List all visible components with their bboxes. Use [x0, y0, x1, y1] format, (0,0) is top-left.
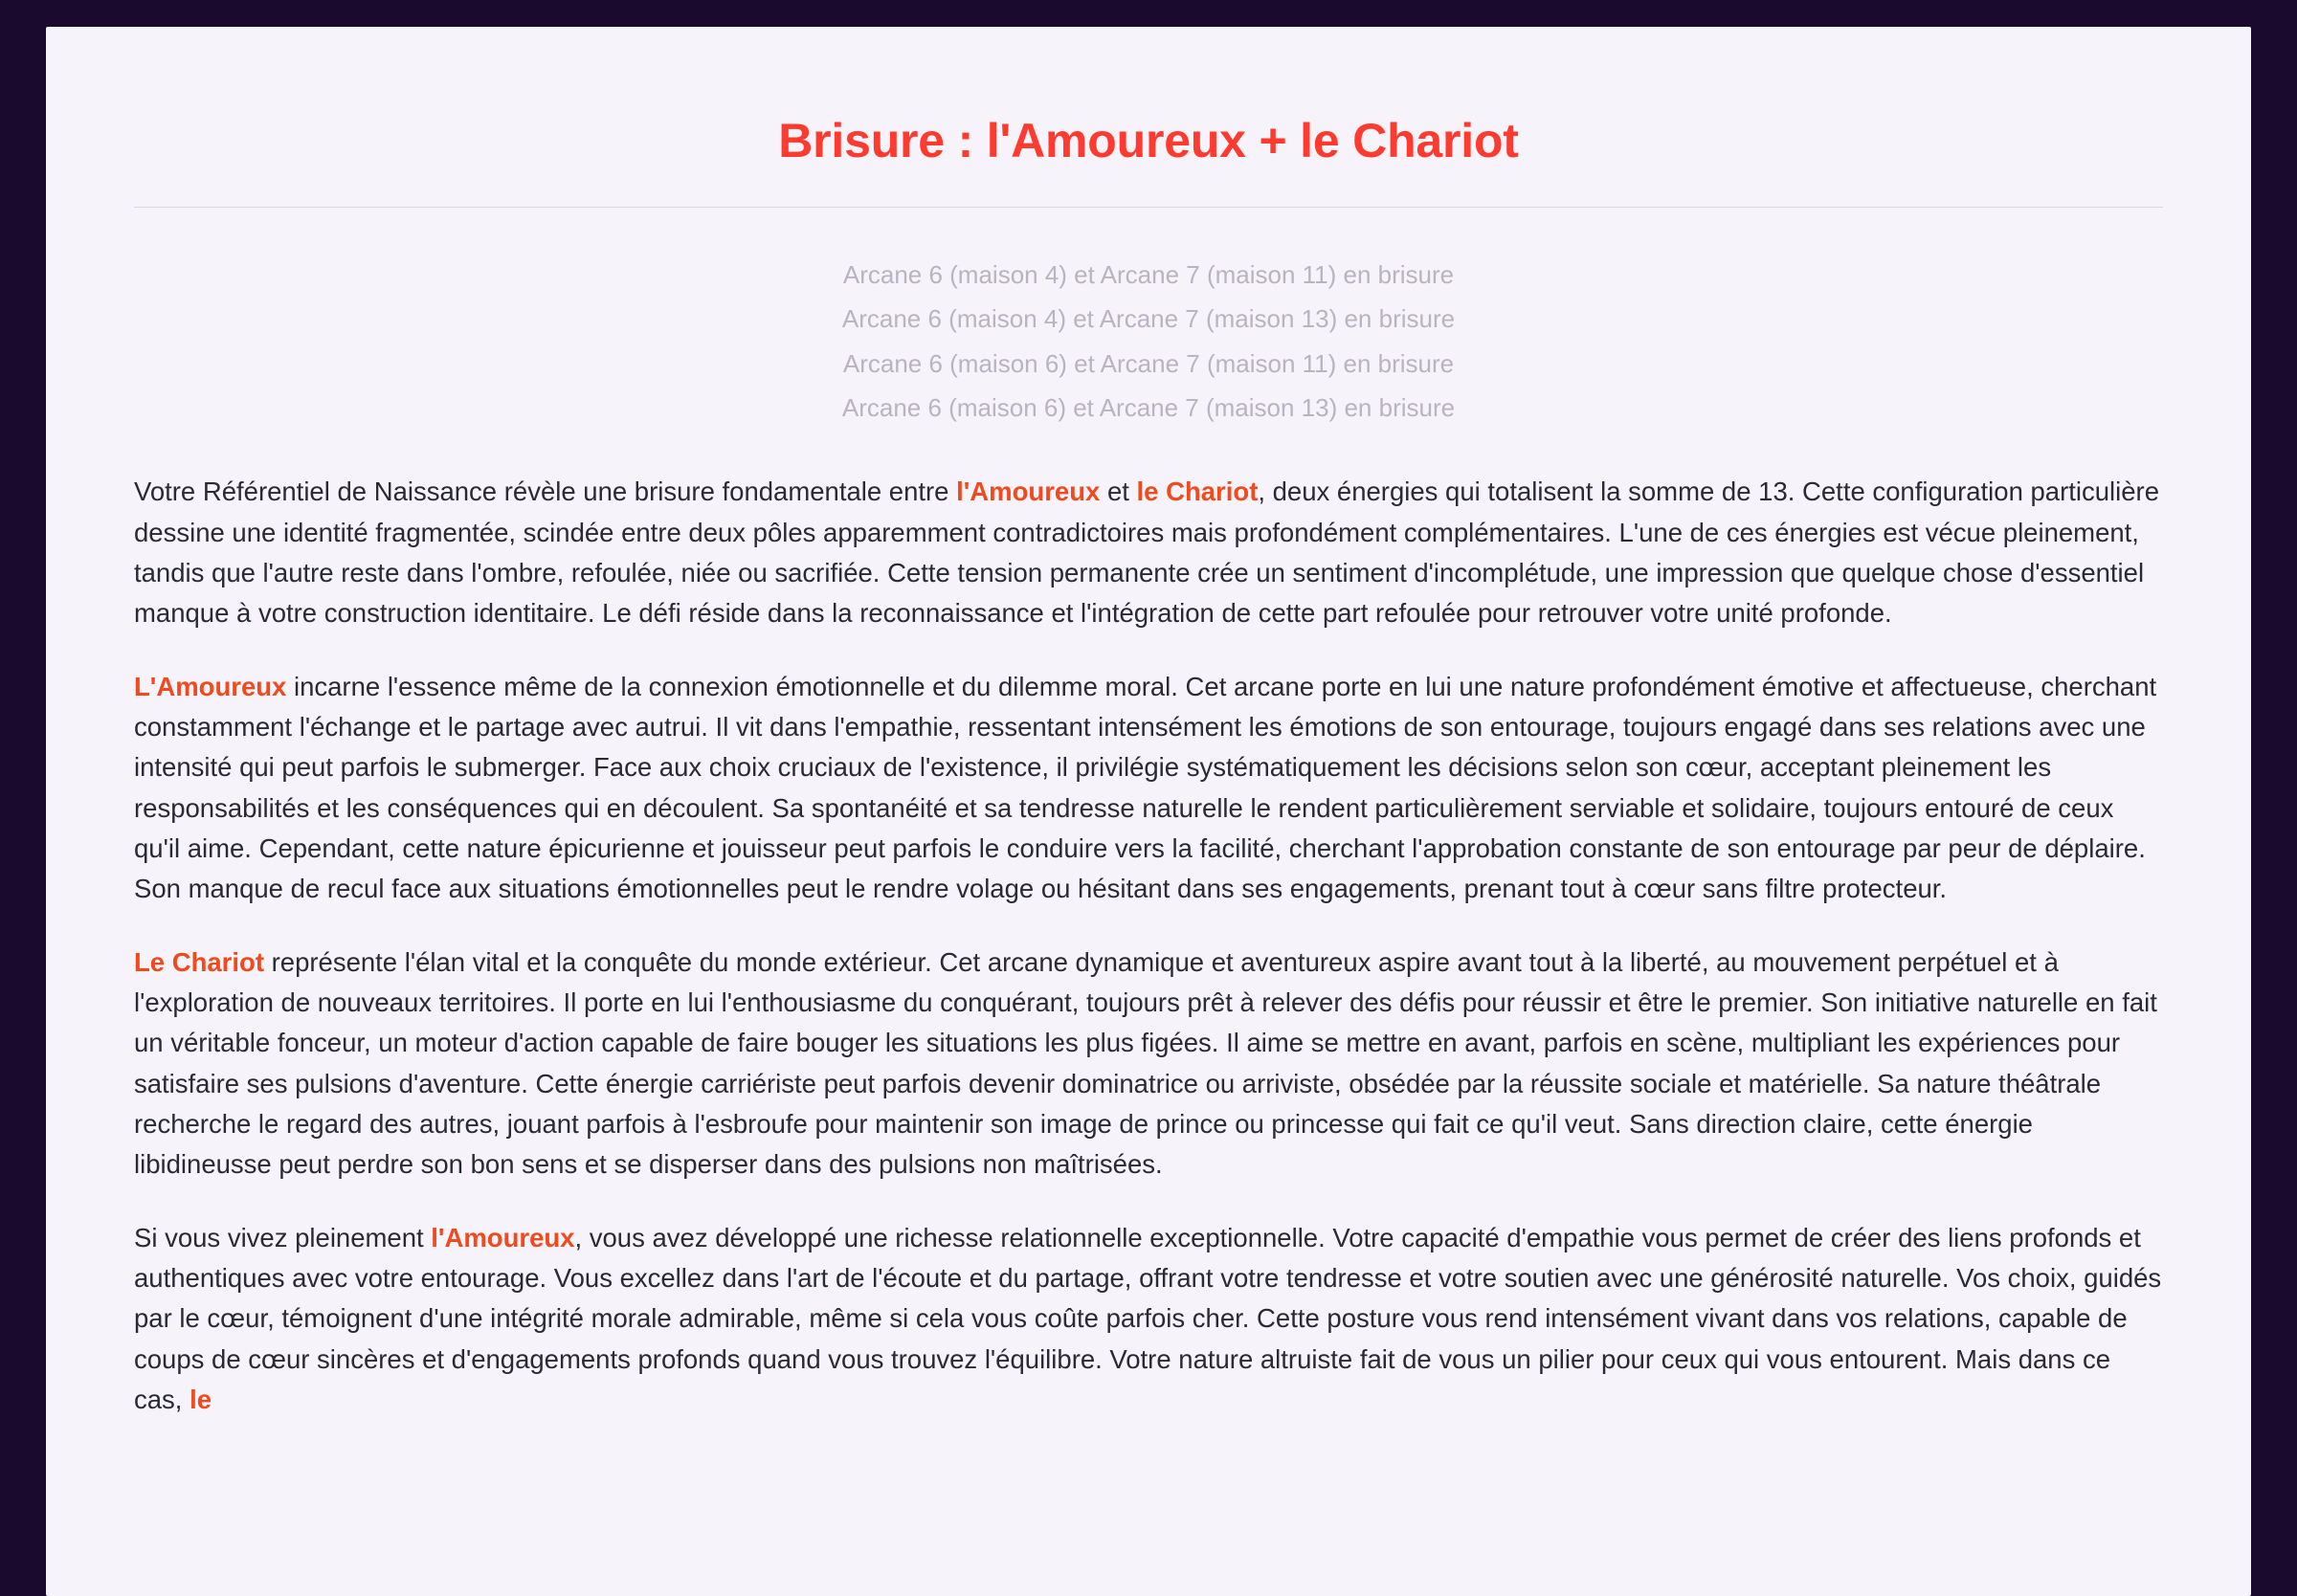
highlighted-term: le [190, 1385, 212, 1415]
paragraph-chariot: Le Chariot représente l'élan vital et la conquête du monde extérieur. Cet arcane dynamique et aventureux aspire avant tout à la liberté, au mouvement perpétuel et à l'exploration de nouveaux territoires. Il porte en lui l'enthousiasme du conquérant, toujours prêt à relever des défis pour réussir et être le premier. Son initiative naturelle en fait un véritable fonceur, un moteur d'action capable de faire bouger les situations les plus figées. Il aime se mettre en avant, parfois en scène, multipliant les expériences pour satisfaire ses pulsions d'aventure. Cette énergie carriériste peut parfois devenir dominatrice ou arriviste, obsédée par la réussite sociale et matérielle. Sa nature théâtrale recherche le regard des autres, jouant parfois à l'esbroufe pour maintenir son image de prince ou princesse qui fait ce qu'il veut. Sans direction claire, cette énergie libidineusse peut perdre son bon sens et se disperser dans des pulsions non maîtrisées. [134, 946, 2157, 1180]
highlighted-term: l'Amoureux [956, 477, 1101, 507]
meta-line: Arcane 6 (maison 4) et Arcane 7 (maison 13) en brisure [841, 304, 1456, 334]
meta-line: Arcane 6 (maison 4) et Arcane 7 (maison 11) en brisure [842, 260, 1455, 289]
document-page [46, 27, 2251, 1596]
meta-line: Arcane 6 (maison 6) et Arcane 7 (maison 11) en brisure [842, 348, 1455, 378]
meta-lines [134, 253, 2163, 430]
title-divider [134, 207, 2163, 209]
page-title: Brisure : l'Amoureux + le Chariot [778, 114, 1519, 167]
highlighted-term: le Chariot [1136, 477, 1259, 507]
highlighted-term: L'Amoureux [134, 671, 287, 701]
paragraph-amoureux: L'Amoureux incarne l'essence même de la connexion émotionnelle et du dilemme moral. Cet arcane porte en lui une nature profondément émotive et affectueuse, cherchant constamment l'échange et le partage avec autrui. Il vit dans l'empathie, ressentant intensément les émotions de son entourage, toujours engagé dans ses relations avec une intensité qui peut parfois le submerger. Face aux choix cruciaux de l'existence, il privilégie systématiquement les décisions selon son cœur, acceptant pleinement les responsabilités et les conséquences qui en découlent. Sa spontanéité et sa tendresse naturelle le rendent particulièrement serviable et solidaire, toujours entouré de ceux qu'il aime. Cependant, cette nature épicurienne et jouisseur peut parfois le conduire vers la facilité, cherchant l'approbation constante de son entourage par peur de déplaire. Son manque de recul face aux situations émotionnelles peut le rendre volage ou hésitant dans ses engagements, prenant tout à cœur sans filtre protecteur. [134, 671, 2157, 904]
paragraph-intro: Votre Référentiel de Naissance révèle une brisure fondamentale entre l'Amoureux et le Chariot, deux énergies qui totalisent la somme de 13. Cette configuration particulière dessine une identité fragmentée, scindée entre deux pôles apparemment contradictoires mais profondément complémentaires. L'une de ces énergies est vécue pleinement, tandis que l'autre reste dans l'ombre, refoulée, niée ou sacrifiée. Cette tension permanente crée un sentiment d'incomplétude, une impression que quelque chose d'essentiel manque à votre construction identitaire. Le défi réside dans la reconnaissance et l'intégration de cette part refoulée pour retrouver votre unité profonde. [134, 477, 2160, 629]
document-body [134, 472, 2163, 1420]
highlighted-term: l'Amoureux [431, 1222, 575, 1252]
paragraph-si-vous-vivez: Si vous vivez pleinement l'Amoureux, vous avez développé une richesse relationnelle exceptionnelle. Votre capacité d'empathie vous permet de créer des liens profonds et authentiques avec votre entourage. Vous excellez dans l'art de l'écoute et du partage, offrant votre tendresse et votre soutien avec une générosité naturelle. Vos choix, guidés par le cœur, témoignent d'une intégrité morale admirable, même si cela vous coûte parfois cher. Cette posture vous rend intensément vivant dans vos relations, capable de coups de cœur sincères et d'engagements profonds quand vous trouvez l'équilibre. Votre nature altruiste fait de vous un pilier pour ceux qui vous entourent. Mais dans ce cas, le [134, 1222, 2162, 1415]
highlighted-term: Le Chariot [134, 946, 264, 977]
meta-line: Arcane 6 (maison 6) et Arcane 7 (maison 13) en brisure [841, 392, 1456, 422]
